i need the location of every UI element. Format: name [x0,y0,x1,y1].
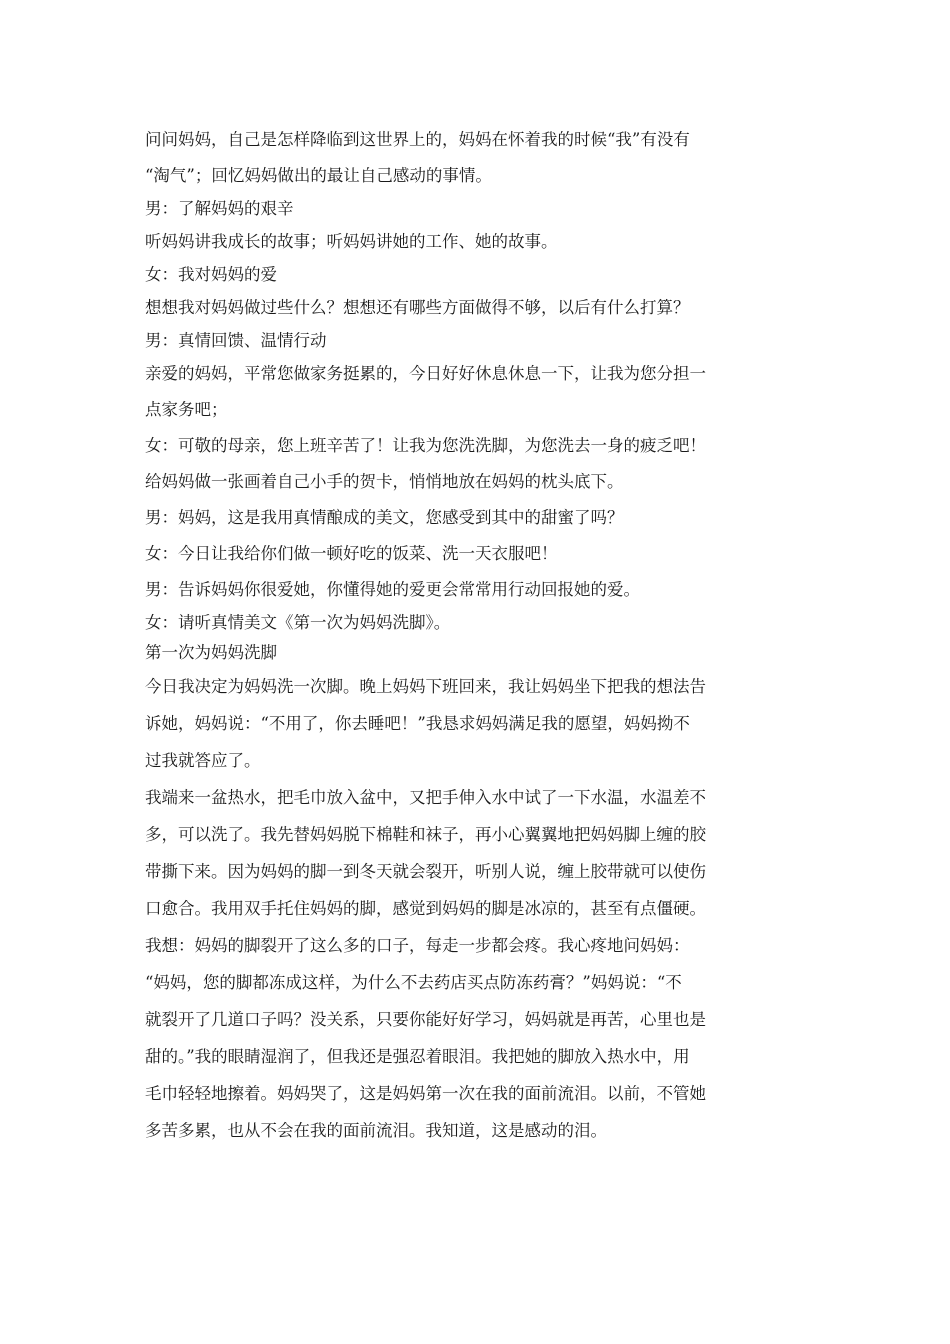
text-line: 今日我决定为妈妈洗一次脚。晚上妈妈下班回来，我让妈妈坐下把我的想法告 [145,677,706,696]
text-line: 听妈妈讲我成长的故事；听妈妈讲她的工作、她的故事。 [145,232,558,251]
text-line: 男：妈妈，这是我用真情酿成的美文，您感受到其中的甜蜜了吗？ [145,508,624,527]
text-line: 女：我对妈妈的爱 [145,265,277,284]
text-line: 亲爱的妈妈，平常您做家务挺累的，今日好好休息休息一下，让我为您分担一 [145,364,706,383]
text-line: 甜的。”我的眼睛湿润了，但我还是强忍着眼泪。我把她的脚放入热水中，用 [145,1047,690,1066]
text-line: 女：可敬的母亲，您上班辛苦了！让我为您洗洗脚，为您洗去一身的疲乏吧！ [145,436,706,455]
text-line: 点家务吧； [145,400,228,419]
text-line: 口愈合。我用双手托住妈妈的脚，感觉到妈妈的脚是冰凉的，甚至有点僵硬。 [145,899,706,918]
text-line: 男：真情回馈、温情行动 [145,331,327,350]
text-line: 男：告诉妈妈你很爱她，你懂得她的爱更会常常用行动回报她的爱。 [145,580,640,599]
text-line: 我想：妈妈的脚裂开了这么多的口子，每走一步都会疼。我心疼地问妈妈： [145,936,690,955]
text-line: 女：请听真情美文《第一次为妈妈洗脚》。 [145,613,451,632]
text-line: 女：今日让我给你们做一顿好吃的饭菜、洗一天衣服吧！ [145,544,558,563]
text-line: 给妈妈做一张画着自己小手的贺卡，悄悄地放在妈妈的枕头底下。 [145,472,624,491]
text-line: “淘气”；回忆妈妈做出的最让自己感动的事情。 [145,166,492,185]
text-line: 带撕下来。因为妈妈的脚一到冬天就会裂开，听别人说，缠上胶带就可以使伤 [145,862,706,881]
document-body [145,122,805,1149]
text-line: 诉她，妈妈说：“不用了，你去睡吧！”我恳求妈妈满足我的愿望，妈妈拗不 [145,714,690,733]
text-line: 第一次为妈妈洗脚 [145,643,277,662]
text-line: “妈妈，您的脚都冻成这样，为什么不去药店买点防冻药膏？”妈妈说：“不 [145,973,682,992]
text-line: 我端来一盆热水，把毛巾放入盆中，又把手伸入水中试了一下水温，水温差不 [145,788,706,807]
text-line: 想想我对妈妈做过些什么？想想还有哪些方面做得不够，以后有什么打算？ [145,298,690,317]
text-line: 就裂开了几道口子吗？没关系，只要你能好好学习，妈妈就是再苦，心里也是 [145,1010,706,1029]
text-line: 多苦多累，也从不会在我的面前流泪。我知道，这是感动的泪。 [145,1121,607,1140]
text-line: 男：了解妈妈的艰辛 [145,199,294,218]
text-line: 多，可以洗了。我先替妈妈脱下棉鞋和袜子，再小心翼翼地把妈妈脚上缠的胶 [145,825,706,844]
text-line: 过我就答应了。 [145,751,261,770]
text-line: 问问妈妈，自己是怎样降临到这世界上的，妈妈在怀着我的时候“我”有没有 [145,130,690,149]
text-line: 毛巾轻轻地擦着。妈妈哭了，这是妈妈第一次在我的面前流泪。以前，不管她 [145,1084,706,1103]
